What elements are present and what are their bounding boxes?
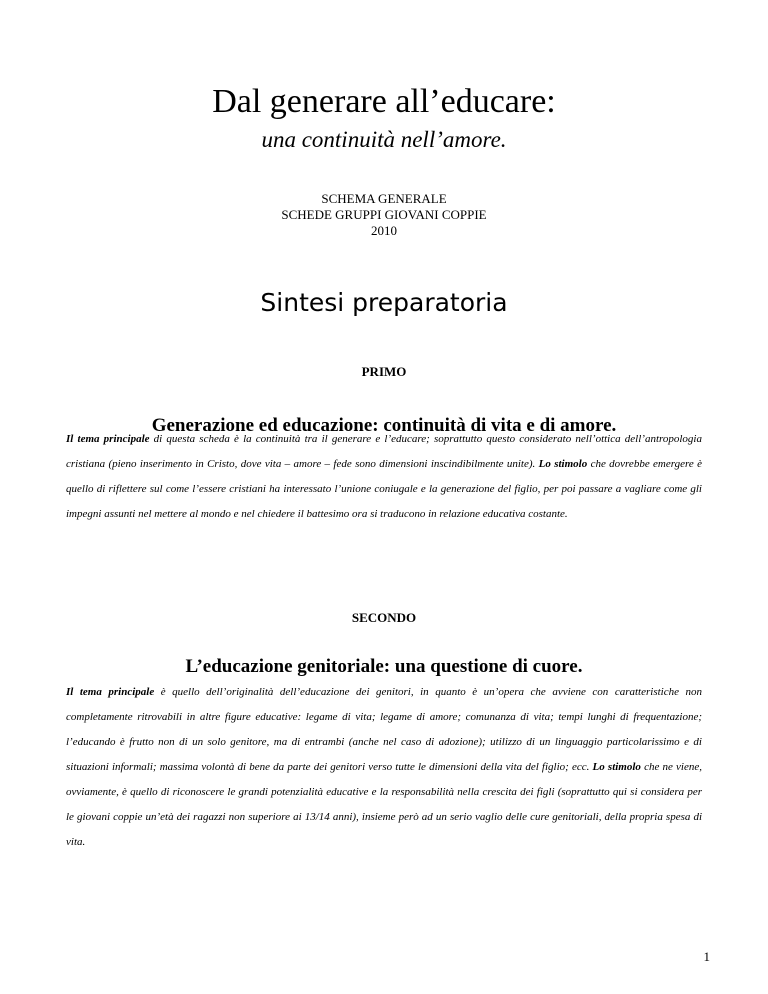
paragraph-text: che dovrebbe emergere è quello di riflettere sul come l’essere cristiani ha interessato l’unione coniugale e la generazione del figlio, per poi passare a vagliare come gli impegni assunti nel mettere al mondo e nel chiedere il battesimo ora si traducono in relazione educativa costante.: [66, 458, 702, 520]
section-heading-primo: Generazione ed educazione: continuità di vita e di amore.: [151, 415, 617, 436]
schema-line: 2010: [371, 223, 397, 238]
section-heading-secondo: L’educazione genitoriale: una questione di cuore.: [185, 656, 583, 677]
section-label-primo: PRIMO: [361, 364, 407, 379]
schema-block: [0, 191, 768, 239]
lead-lo-stimolo: Lo stimolo: [592, 761, 641, 773]
page-number: 1: [703, 949, 710, 964]
lead-lo-stimolo: Lo stimolo: [538, 458, 588, 470]
document-subtitle: una continuità nell’amore.: [261, 127, 507, 152]
section-paragraph-secondo: [66, 680, 702, 855]
schema-line: SCHEDE GRUPPI GIOVANI COPPIE: [281, 207, 487, 222]
paragraph-text: che ne viene, ovviamente, è quello di riconoscere le grandi potenzialità educative e la responsabilità nella crescita dei figli (soprattutto qui si considera per le giovani coppie un’età dei ragazzi non superiore ai 13/14 anni), insieme però ad un serio vaglio delle cure genitoriali, della propria spesa di vita.: [66, 761, 702, 848]
section-paragraph-primo: [66, 427, 702, 527]
section-title-sintesi: Sintesi preparatoria: [260, 288, 508, 317]
lead-tema-principale: Il tema principale: [66, 686, 155, 698]
schema-line: SCHEMA GENERALE: [321, 191, 447, 206]
document-title: Dal generare all’educare:: [212, 83, 556, 120]
paragraph-text: è quello dell’originalità dell’educazione dei genitori, in quanto è un’opera che avviene con caratteristiche non completamente ritrovabili in altre figure educative: legame di vita; legame di amore; comunanza di vita; tempi lunghi di frequentazione; l’educando è frutto non di un solo genitore, ma di entrambi (anche nel caso di adozione); utilizzo di un linguaggio particolarissimo e di situazioni informali; massima volontà di bene da parte dei genitori verso tutte le dimensioni della vita del figlio; ecc.: [66, 686, 702, 773]
lead-tema-principale: Il tema principale: [66, 433, 150, 445]
section-label-secondo: SECONDO: [351, 610, 417, 625]
paragraph-text: di questa scheda è la continuità tra il generare e l’educare; soprattutto questo considerato nell’ottica dell’antropologia cristiana (pieno inserimento in Cristo, dove vita – amore – fede sono dimensioni inscindibilmente unite).: [66, 433, 702, 470]
